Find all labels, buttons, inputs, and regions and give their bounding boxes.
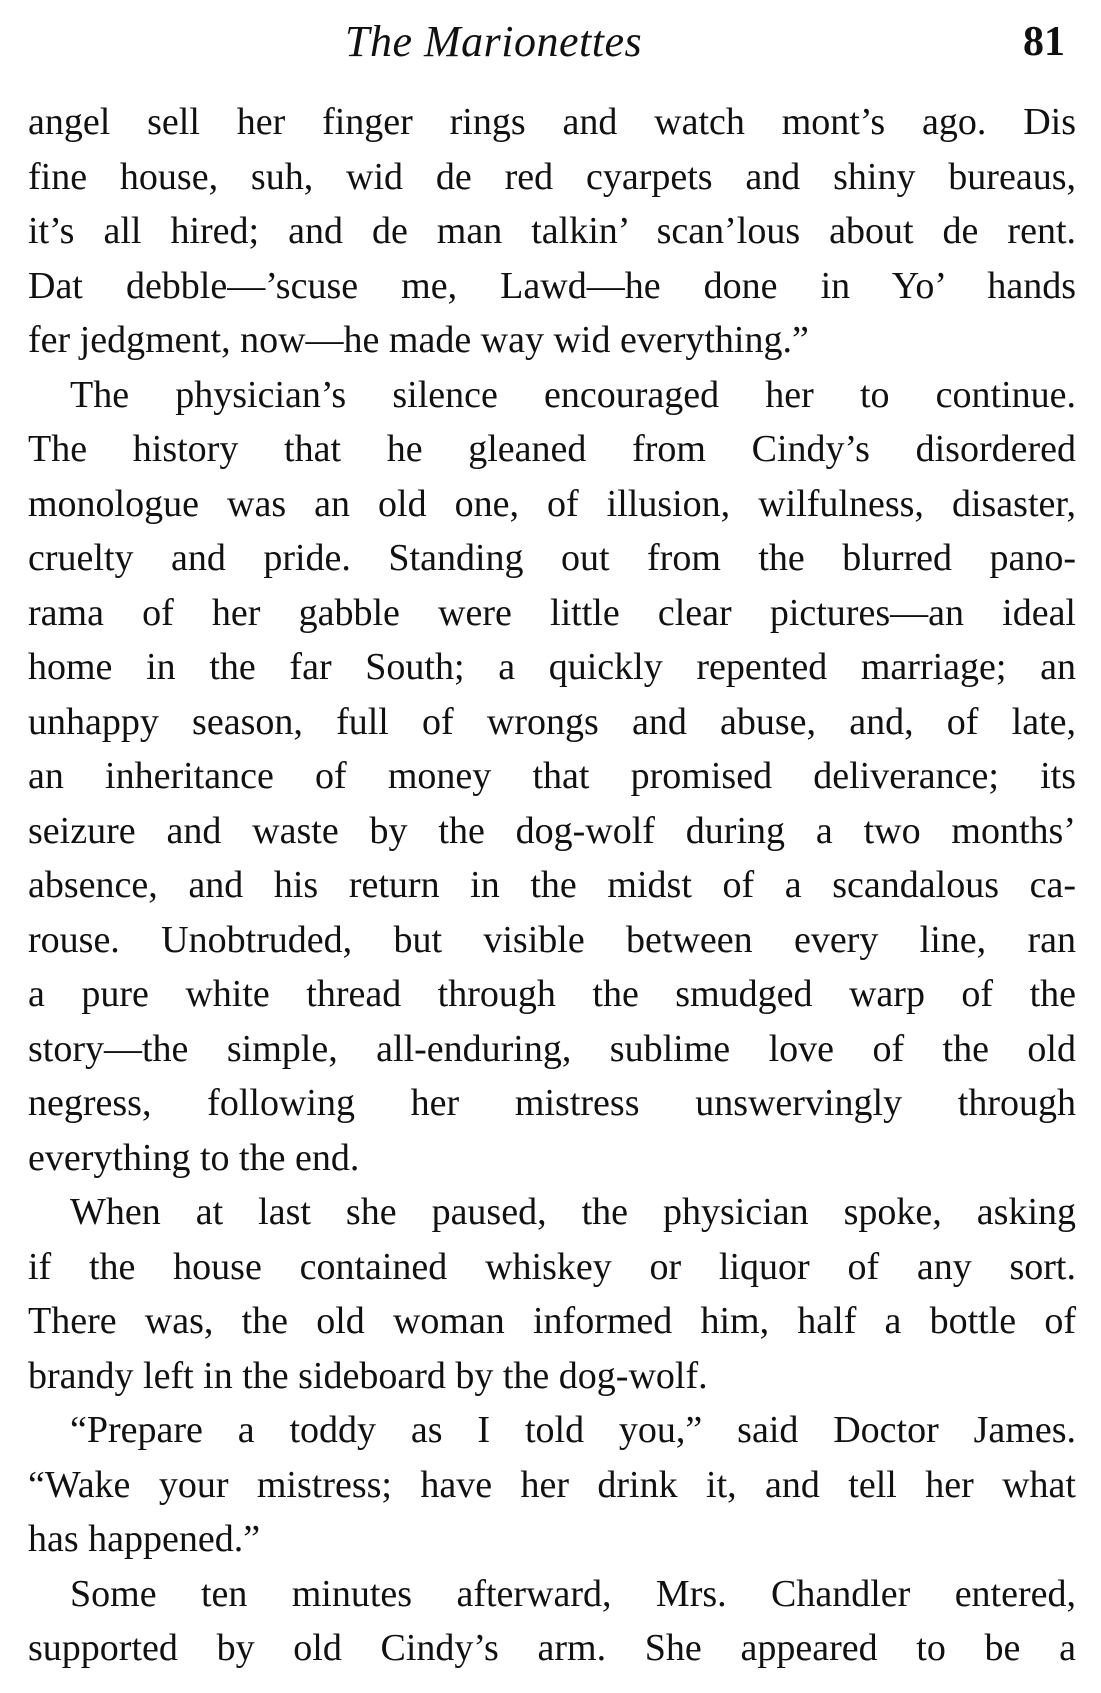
text-line: The physician’s silence encouraged her to continue. [70,373,1076,416]
text-line: cruelty and pride. Standing out from the blurred pano- [28,537,1076,579]
text-line: rouse. Unobtruded, but visible between every line, ran [28,918,1076,961]
text-line: angel sell her finger rings and watch mont’s ago. Dis [28,101,1076,143]
text-line: absence, and his return in the midst of a scandalous ca- [28,864,1076,906]
text-line: supported by old Cindy’s arm. She appeared to be a [28,1627,1076,1669]
text-line: fer jedgment, now—he made way wid everything.” [28,319,809,361]
text-line: unhappy season, full of wrongs and abuse, and, of late, [28,700,1076,743]
text-line: home in the far South; a quickly repented marriage; an [28,646,1076,688]
text-line: a pure white thread through the smudged warp of the [28,973,1076,1015]
text-line: negress, following her mistress unswervingly through [28,1082,1076,1124]
text-line: There was, the old woman informed him, half a bottle of [28,1300,1076,1342]
text-line: brandy left in the sideboard by the dog-wolf. [28,1354,708,1397]
page-number: 81 [1023,19,1065,65]
chapter-title: The Marionettes [345,17,643,66]
text-line: fine house, suh, wid de red cyarpets and shiny bureaus, [28,155,1076,198]
body-text [28,95,1076,1676]
text-line: it’s all hired; and de man talkin’ scan’lous about de rent. [28,210,1076,252]
text-line: The history that he gleaned from Cindy’s disordered [28,428,1076,470]
text-line: “Prepare a toddy as I told you,” said Doctor James. [70,1409,1076,1451]
text-line: Some ten minutes afterward, Mrs. Chandler entered, [70,1572,1076,1615]
text-line: story—the simple, all-enduring, sublime love of the old [28,1027,1076,1070]
text-line: Dat debble—’scuse me, Lawd—he done in Yo’ hands [28,264,1076,307]
text-line: “Wake your mistress; have her drink it, and tell her what [28,1463,1076,1506]
text-line: When at last she paused, the physician spoke, asking [70,1191,1076,1233]
text-line: seizure and waste by the dog-wolf during a two months’ [28,809,1076,852]
text-line: has happened.” [28,1518,261,1560]
text-line: everything to the end. [28,1136,360,1179]
text-line: rama of her gabble were little clear pictures—an ideal [28,591,1076,634]
text-line: monologue was an old one, of illusion, wilfulness, disaster, [28,482,1076,525]
text-line: if the house contained whiskey or liquor of any sort. [28,1245,1076,1288]
text-line: an inheritance of money that promised deliverance; its [28,755,1076,797]
running-header [0,14,1101,74]
